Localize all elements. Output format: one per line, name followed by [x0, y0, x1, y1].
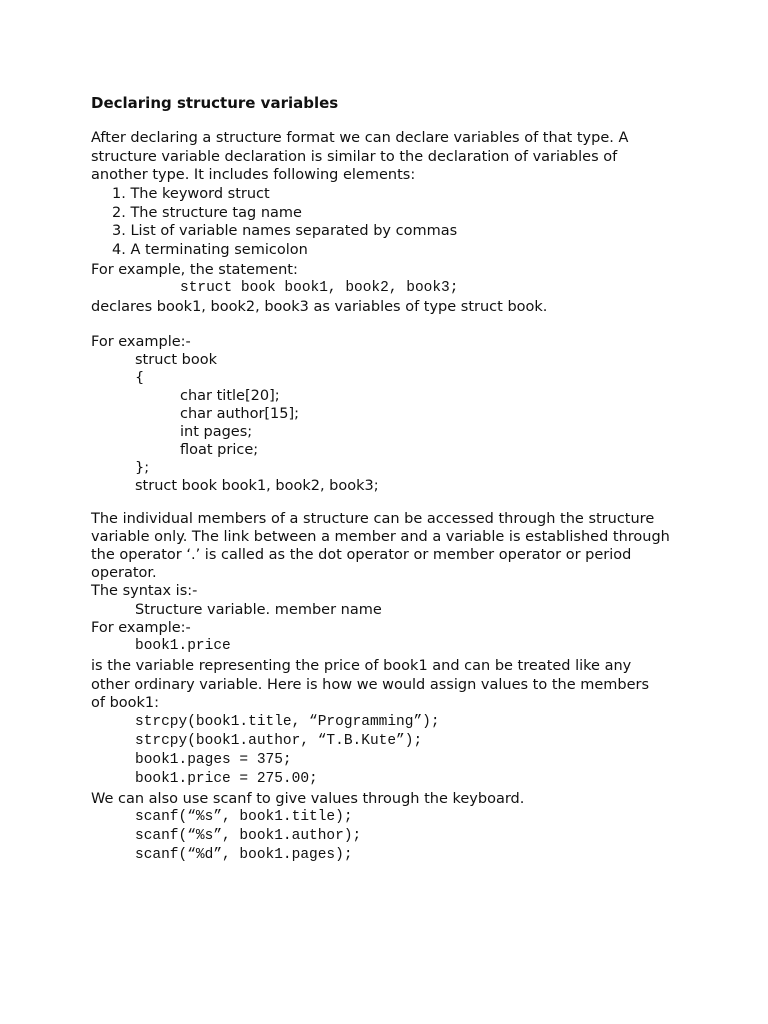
assign-code-line: book1.price = 275.00; — [135, 771, 318, 787]
price-para-line: is the variable representing the price of book1 and can be treated like any — [91, 658, 632, 674]
struct-open-brace: { — [135, 370, 145, 386]
list-item: 4. A terminating semicolon — [112, 242, 308, 258]
intro-line: structure variable declaration is similar to the declaration of variables of — [91, 149, 618, 165]
section-heading: Declaring structure variables — [91, 94, 339, 112]
scanf-intro: We can also use scanf to give values through the keyboard. — [91, 791, 525, 807]
syntax-label: The syntax is:- — [91, 583, 198, 599]
example-code: book1.price — [135, 638, 231, 654]
scanf-code-line: scanf(“%d”, book1.pages); — [135, 847, 353, 863]
list-item: 2. The structure tag name — [112, 205, 302, 221]
access-para-line: operator. — [91, 565, 157, 581]
list-item: 3. List of variable names separated by commas — [112, 223, 458, 239]
example-label: For example:- — [91, 334, 191, 350]
assign-code-line: strcpy(book1.title, “Programming”); — [135, 714, 440, 730]
scanf-code-line: scanf(“%s”, book1.title); — [135, 809, 353, 825]
struct-member: char author[15]; — [180, 406, 300, 422]
example-label: For example:- — [91, 620, 191, 636]
statement-code: struct book book1, book2, book3; — [180, 280, 459, 296]
assign-code-line: book1.pages = 375; — [135, 752, 292, 768]
access-para-line: The individual members of a structure can be accessed through the structure — [91, 511, 655, 527]
assign-code-line: strcpy(book1.author, “T.B.Kute”); — [135, 733, 423, 749]
scanf-code-line: scanf(“%s”, book1.author); — [135, 828, 362, 844]
intro-line: After declaring a structure format we can declare variables of that type. A — [91, 130, 629, 146]
struct-close-brace: }; — [135, 460, 150, 476]
price-para-line: other ordinary variable. Here is how we would assign values to the members — [91, 677, 650, 693]
intro-line: another type. It includes following elements: — [91, 167, 416, 183]
struct-member: int pages; — [180, 424, 253, 440]
example-intro: For example, the statement: — [91, 262, 298, 278]
struct-declaration: struct book book1, book2, book3; — [135, 478, 379, 494]
price-para-line: of book1: — [91, 695, 160, 711]
struct-member: char title[20]; — [180, 388, 280, 404]
struct-def-line: struct book — [135, 352, 218, 368]
statement-explain: declares book1, book2, book3 as variables of type struct book. — [91, 299, 548, 315]
list-item: 1. The keyword struct — [112, 186, 270, 202]
syntax-text: Structure variable. member name — [135, 602, 382, 618]
struct-member: float price; — [180, 442, 259, 458]
access-para-line: the operator ‘.’ is called as the dot operator or member operator or period — [91, 547, 632, 563]
access-para-line: variable only. The link between a member and a variable is established through — [91, 529, 670, 545]
